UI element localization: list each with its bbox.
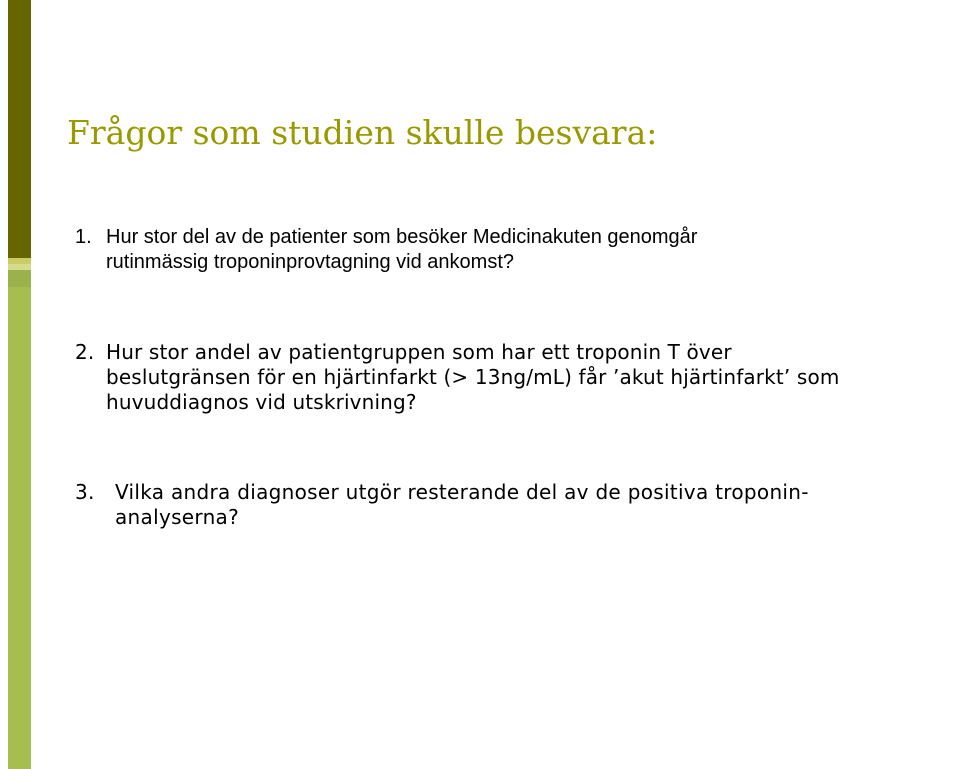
question-line: analyserna? [115, 505, 240, 529]
question-line: beslutgränsen för en hjärtinfarkt (> 13ng/mL) får ’akut hjärtinfarkt’ som [106, 365, 840, 389]
question-text [106, 225, 697, 275]
question-number: 1. [75, 226, 92, 248]
question-line: Hur stor andel av patientgruppen som har ett troponin T över [106, 340, 732, 364]
sidebar-segment-light [8, 287, 31, 769]
question-number: 2. [75, 340, 95, 364]
question-line: Vilka andra diagnoser utgör resterande del av de positiva troponin- [115, 480, 809, 504]
sidebar-accent-bar [8, 0, 31, 769]
question-text [106, 340, 840, 415]
sidebar-segment-green [8, 270, 31, 287]
question-2 [75, 340, 840, 415]
question-line: Hur stor del av de patienter som besöker Medicinakuten genomgår [106, 226, 698, 248]
sidebar-segment-dark [8, 0, 31, 258]
question-3 [75, 480, 809, 530]
question-1 [75, 225, 697, 275]
question-line: huvuddiagnos vid utskrivning? [106, 390, 417, 414]
question-line: rutinmässig troponinprovtagning vid ankomst? [106, 251, 514, 273]
question-number: 3. [75, 480, 95, 504]
slide-title: Frågor som studien skulle besvara: [67, 113, 658, 152]
question-text [115, 480, 809, 530]
